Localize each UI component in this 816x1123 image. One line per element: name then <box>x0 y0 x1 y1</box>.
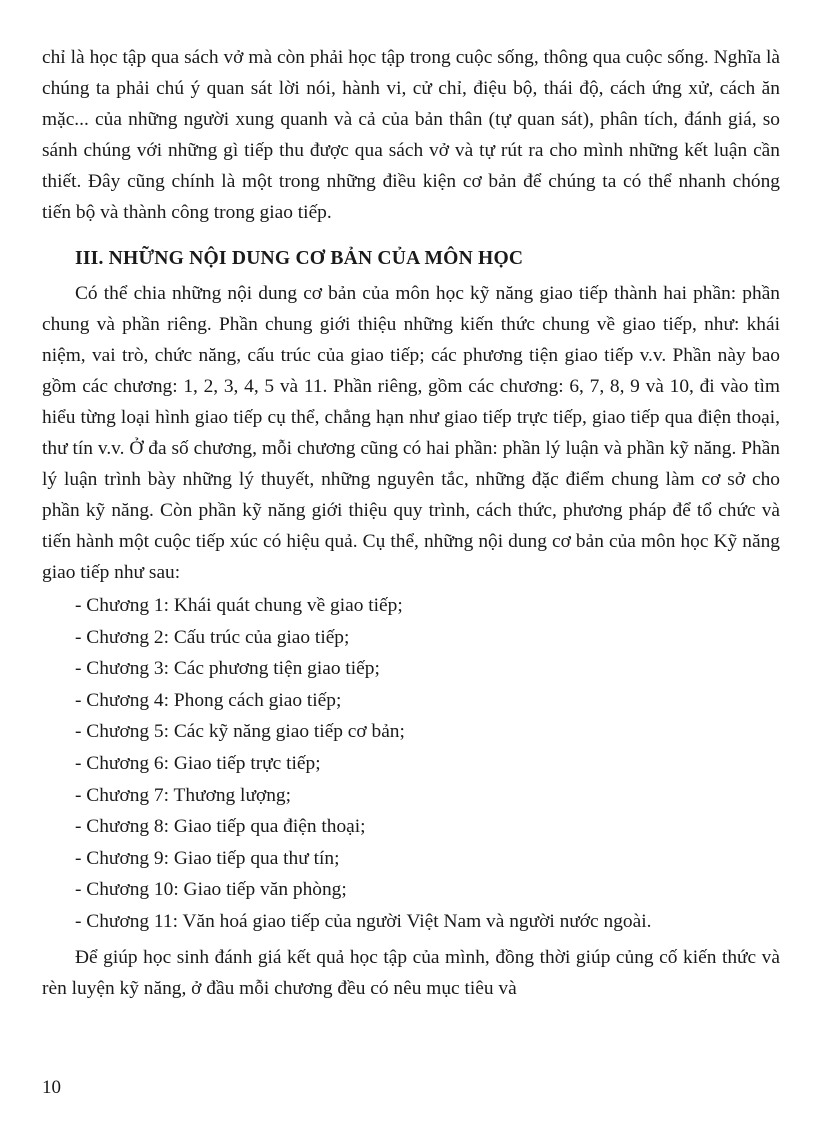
chapter-item: - Chương 8: Giao tiếp qua điện thoại; <box>75 816 366 838</box>
chapter-item: - Chương 10: Giao tiếp văn phòng; <box>75 879 347 901</box>
chapter-item: - Chương 2: Cấu trúc của giao tiếp; <box>75 626 350 648</box>
closing-paragraph: Để giúp học sinh đánh giá kết quả học tập của mình, đồng thời giúp củng cố kiến thức và rèn luyện kỹ năng, ở đầu mỗi chương đều có nêu mục tiêu và <box>42 946 780 999</box>
section-paragraph: Có thể chia những nội dung cơ bản của môn học kỹ năng giao tiếp thành hai phần: phần chung và phần riêng. Phần chung giới thiệu những kiến thức chung về giao tiếp, như: khái niệm, vai trò, chức năng, cấu trúc của giao tiếp; các phương tiện giao tiếp v.v. Phần này bao gồm các chương: 1, 2, 3, 4, 5 và 11. Phần riêng, gồm các chương: 6, 7, 8, 9 và 10, đi vào tìm hiểu từng loại hình giao tiếp cụ thể, chẳng hạn như giao tiếp trực tiếp, giao tiếp qua điện thoại, thư tín v.v. Ở đa số chương, mỗi chương cũng có hai phần: phần lý luận và phần kỹ năng. Phần lý luận trình bày những lý thuyết, những nguyên tắc, những đặc điểm chung làm cơ sở cho phần kỹ năng. Còn phần kỹ năng giới thiệu quy trình, cách thức, phương pháp để tổ chức và tiến hành một cuộc tiếp xúc có hiệu quả. Cụ thể, những nội dung cơ bản của môn học Kỹ năng giao tiếp như sau: <box>42 283 780 583</box>
chapter-item: - Chương 7: Thương lượng; <box>75 784 291 806</box>
chapter-item: - Chương 3: Các phương tiện giao tiếp; <box>75 658 380 680</box>
book-page <box>42 42 780 1004</box>
page-number: 10 <box>42 1077 61 1098</box>
chapter-item: - Chương 6: Giao tiếp trực tiếp; <box>75 752 321 774</box>
chapter-list <box>42 590 780 938</box>
chapter-item: - Chương 9: Giao tiếp qua thư tín; <box>75 847 340 869</box>
section-heading: III. NHỮNG NỘI DUNG CƠ BẢN CỦA MÔN HỌC <box>75 248 524 269</box>
intro-paragraph: chỉ là học tập qua sách vở mà còn phải học tập trong cuộc sống, thông qua cuộc sống. Nghĩa là chúng ta phải chú ý quan sát lời nói, hành vi, cử chỉ, điệu bộ, thái độ, cách ứng xử, cách ăn mặc... của những người xung quanh và cả của bản thân (tự quan sát), phân tích, đánh giá, so sánh chúng với những gì tiếp thu được qua sách vở và tự rút ra cho mình những kết luận cần thiết. Đây cũng chính là một trong những điều kiện cơ bản để chúng ta có thể nhanh chóng tiến bộ và thành công trong giao tiếp. <box>42 47 780 223</box>
chapter-item: - Chương 11: Văn hoá giao tiếp của người Việt Nam và người nước ngoài. <box>75 910 652 932</box>
chapter-item: - Chương 4: Phong cách giao tiếp; <box>75 689 342 711</box>
chapter-item: - Chương 1: Khái quát chung về giao tiếp; <box>75 595 403 616</box>
chapter-item: - Chương 5: Các kỹ năng giao tiếp cơ bản; <box>75 721 405 743</box>
